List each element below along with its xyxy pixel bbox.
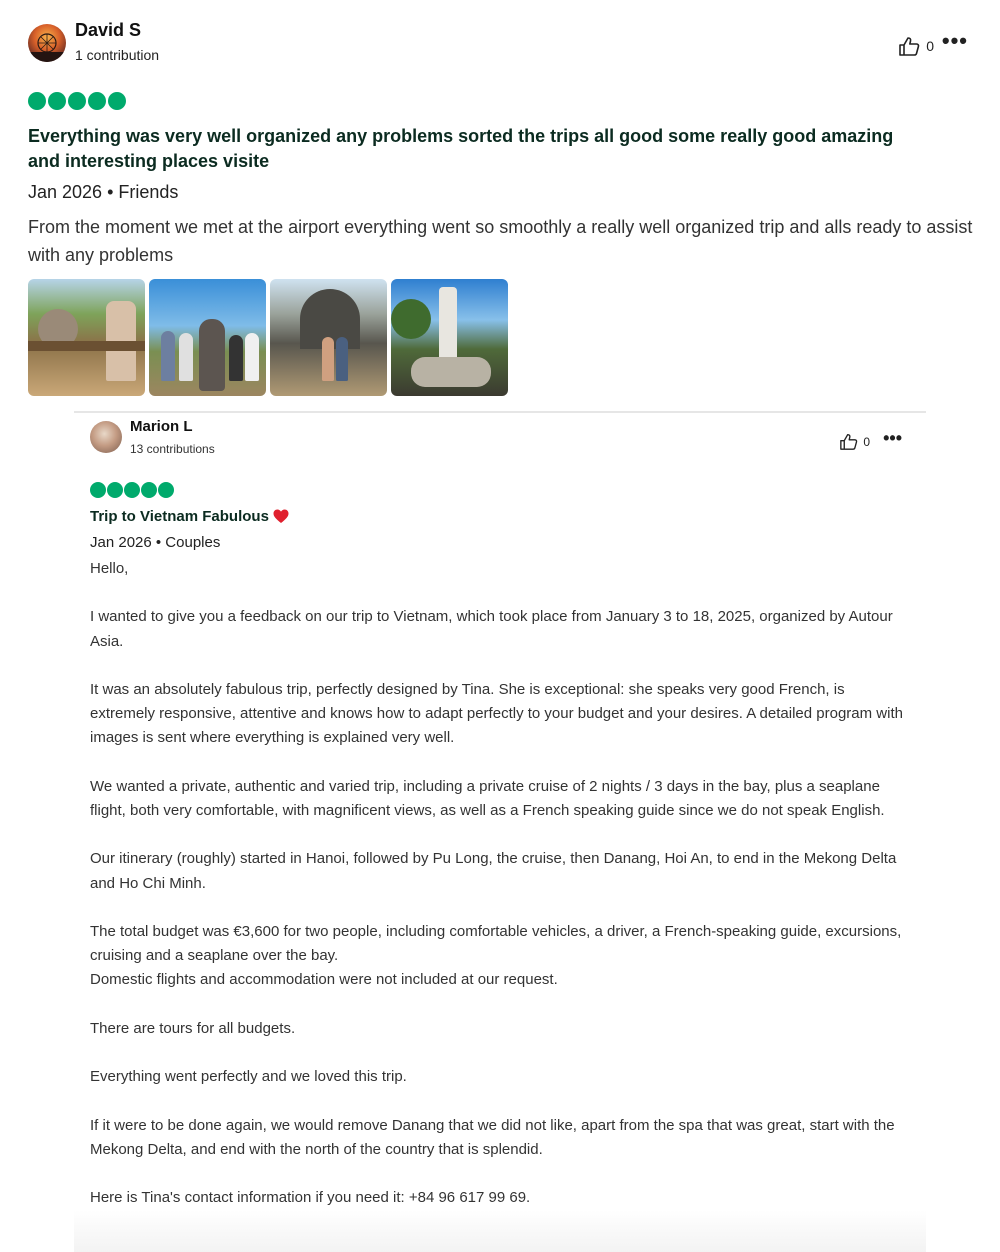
body-paragraph: We wanted a private, authentic and varied trip, including a private cruise of 2 nights / 3 days in the bay, plus a seaplane flight, both very comfortable, with magnificent views, as well as a French speaking guide since we do not speak English. [90, 777, 885, 819]
rating-bubble [158, 482, 174, 498]
rating-bubble [48, 92, 66, 110]
rating-bubble [108, 92, 126, 110]
review-meta: Jan 2026 • Friends [28, 182, 179, 202]
review-meta: Jan 2026 • Couples [90, 534, 221, 551]
review-header [28, 18, 980, 68]
review-body [90, 557, 910, 1210]
review-photo[interactable] [149, 279, 266, 396]
rating-bubbles [28, 92, 980, 110]
photo-strip [28, 279, 980, 396]
body-paragraph: The total budget was €3,600 for two people, including comfortable vehicles, a driver, a French-speaking guide, excursions, cruising and a seaplane over the bay. Domestic flights and accommodation were not included at our request. [90, 922, 902, 989]
ferris-wheel-icon [28, 24, 66, 62]
reviewer-name[interactable]: David S [75, 20, 142, 40]
thumbs-up-icon [839, 433, 858, 450]
body-paragraph: It was an absolutely fabulous trip, perfectly designed by Tina. She is exceptional: she speaks very good French, is extremely responsive, attentive and knows how to adapt perfectly to your budget and your desires. A detailed program with images is sent where everything is explained very well. [90, 680, 903, 747]
rating-bubble [68, 92, 86, 110]
review-card [28, 18, 980, 396]
contribution-count: 13 contributions [130, 442, 215, 456]
helpful-button[interactable] [898, 36, 934, 56]
avatar[interactable] [90, 421, 122, 453]
rating-bubble [124, 482, 140, 498]
helpful-count: 0 [863, 434, 870, 449]
rating-bubble [141, 482, 157, 498]
helpful-button[interactable] [839, 433, 870, 450]
body-paragraph: Our itinerary (roughly) started in Hanoi, followed by Pu Long, the cruise, then Danang, Hoi An, to end in the Mekong Delta and Ho Chi Minh. [90, 850, 897, 892]
reviewer-name[interactable]: Marion L [130, 418, 193, 435]
body-paragraph: Here is Tina's contact information if you need it: +84 96 617 99 69. [90, 1189, 531, 1207]
review-title[interactable]: Everything was very well organized any problems sorted the trips all good some really good amazing and interesting places visite [28, 126, 894, 171]
rating-bubble [90, 482, 106, 498]
avatar[interactable] [28, 24, 66, 62]
body-paragraph: There are tours for all budgets. [90, 1019, 296, 1037]
body-paragraph: I wanted to give you a feedback on our trip to Vietnam, which took place from January 3 to 18, 2025, organized by Autour Asia. [90, 608, 893, 650]
review-photo[interactable] [391, 279, 508, 396]
review-header [90, 413, 926, 461]
rating-bubble [88, 92, 106, 110]
rating-bubble [107, 482, 123, 498]
thumbs-up-icon [898, 36, 920, 56]
review-photo[interactable] [270, 279, 387, 396]
review-title-text: Trip to Vietnam Fabulous [90, 508, 269, 525]
review-card [74, 411, 926, 1252]
body-paragraph: Everything went perfectly and we loved this trip. [90, 1068, 407, 1086]
review-title[interactable] [90, 508, 910, 525]
more-options-icon[interactable]: ••• [941, 28, 968, 53]
body-paragraph: If it were to be done again, we would remove Danang that we did not like, apart from the spa that was great, start with the Mekong Delta, and end with the north of the country that is splendid. [90, 1116, 895, 1158]
heart-icon [273, 509, 289, 524]
review-body: From the moment we met at the airport everything went so smoothly a really well organized trip and alls ready to assist with any problems [28, 217, 973, 265]
rating-bubbles [90, 482, 910, 498]
helpful-count: 0 [926, 38, 934, 54]
rating-bubble [28, 92, 46, 110]
body-paragraph: Hello, [90, 560, 129, 577]
contribution-count: 1 contribution [75, 47, 160, 63]
more-options-icon[interactable]: ••• [883, 428, 902, 448]
review-photo[interactable] [28, 279, 145, 396]
